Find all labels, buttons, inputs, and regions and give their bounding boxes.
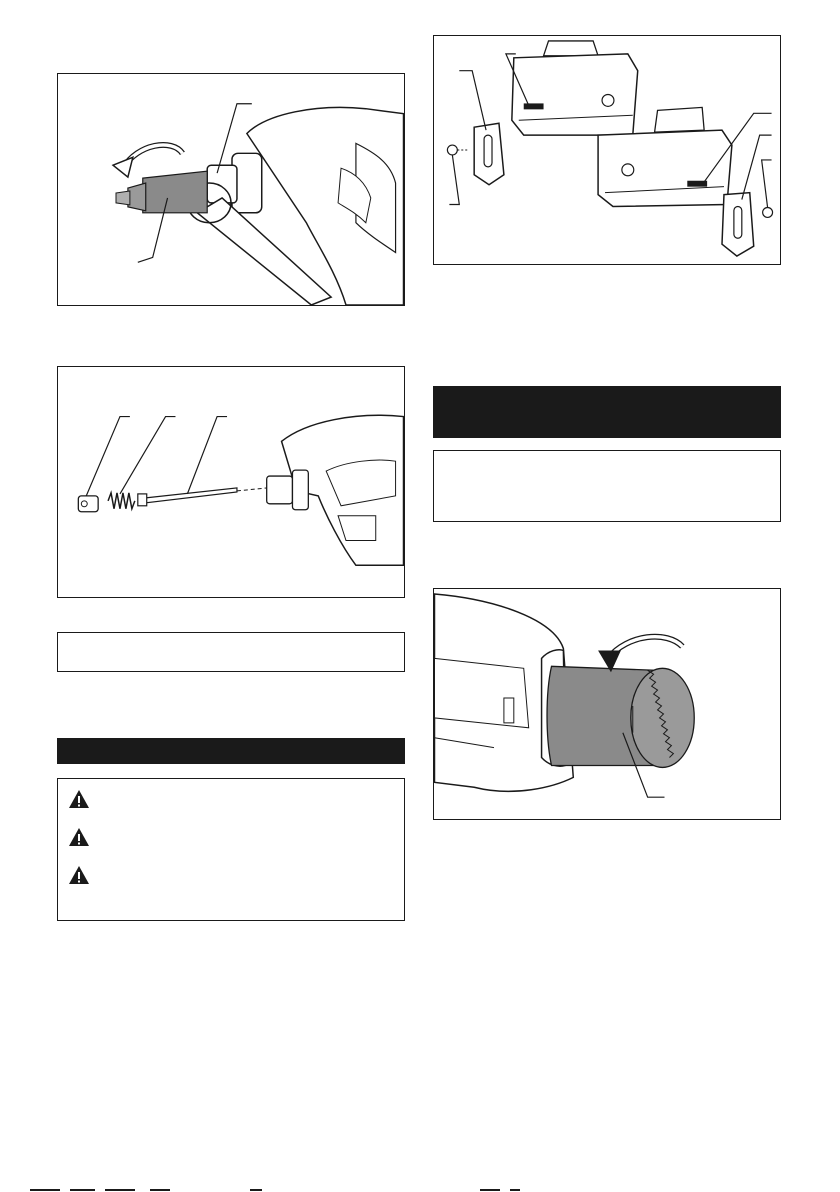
nose-removal-illustration — [58, 74, 404, 305]
warning-icon — [68, 789, 90, 809]
warning-icon — [68, 865, 90, 885]
figure-hook — [433, 35, 781, 265]
page-footer-strip — [0, 1184, 840, 1192]
section-heading-bar-right — [433, 386, 781, 438]
pin-spring-illustration — [58, 367, 404, 597]
warning-box — [57, 778, 405, 921]
figure-cap — [433, 588, 781, 820]
note-box — [57, 632, 405, 672]
warning-icon — [68, 827, 90, 847]
figure-nose-removal — [57, 73, 405, 306]
section-heading-bar — [57, 738, 405, 764]
hook-illustration — [434, 36, 780, 264]
cap-illustration — [434, 589, 780, 819]
figure-pin-spring — [57, 366, 405, 598]
note-box-right — [433, 450, 781, 522]
